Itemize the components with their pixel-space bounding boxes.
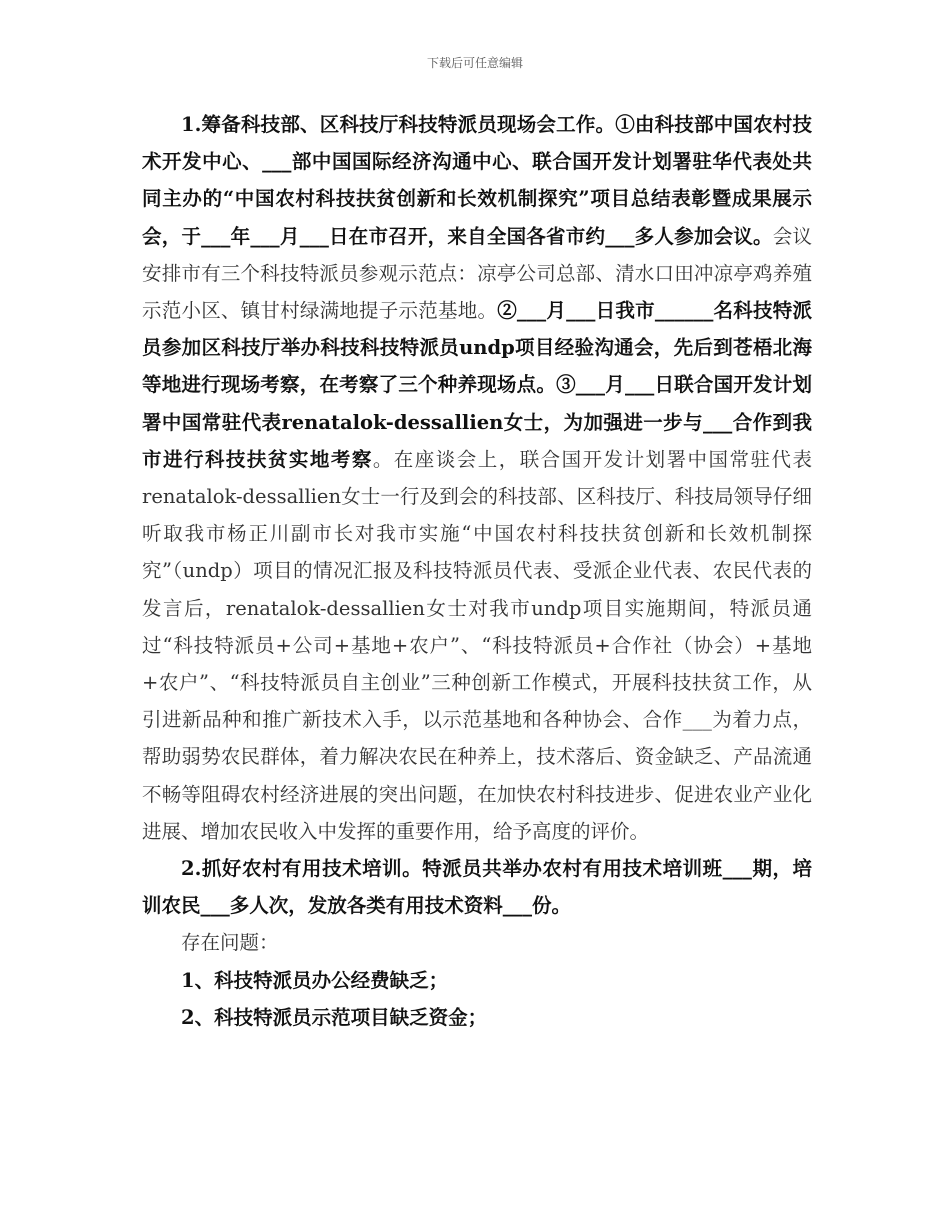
paragraph-5: 2、科技特派员示范项目缺乏资金； xyxy=(181,1005,488,1029)
paragraph-2: 2.抓好农村有用技术培训。特派员共举办农村有用技术培训班___期，培训农民___多人次，发放各类有用技术资料___份。 xyxy=(142,857,812,918)
page-header: 下载后可任意编辑 xyxy=(426,56,523,70)
document-body xyxy=(142,106,812,1036)
paragraph-1-normal-a: 会议安排市有三个科技特派员参观示范点：凉亭公司总部、清水口田冲凉亭鸡养殖示范小区、镇甘村绿满地提子示范基地。 xyxy=(142,224,812,323)
paragraph-1-bold-intro: 1.筹备科技部、区科技厅科技特派员现场会工作。①由科技部中国农村技术开发中心、___部中国国际经济沟通中心、联合国开发计划署驻华代表处共同主办的“中国农村科技扶贫创新和长效机制探究”项目总结表彰暨成果展示会，于___年___月___日在市召开，来自全国各省市约___多人参加会议。 xyxy=(142,113,812,248)
paragraph-1-normal-c: 。在座谈会上，联合国开发计划署中国常驻代表renatalok-dessallien女士一行及到会的科技部、区科技厅、科技局领导仔细听取我市杨正川副市长对我市实施“中国农村科技扶贫创新和长效机制探究”（undp）项目的情况汇报及科技特派员代表、受派企业代表、农民代表的发言后，renatalok-dessallien女士对我市undp项目实施期间，特派员通过“科技特派员+公司+基地+农户”、“科技特派员+合作社（协会）+基地+农户”、“科技特派员自主创业”三种创新工作模式，开展科技扶贫工作，从引进新品种和推广新技术入手，以示范基地和各种协会、合作___为着力点，帮助弱势农民群体，着力解决农民在种养上，技术落后、资金缺乏、产品流通不畅等阻碍农村经济进展的突出问题，在加快农村科技进步、促进农业产业化进展、增加农民收入中发挥的重要作用，给予高度的评价。 xyxy=(142,447,812,843)
paragraph-1-bold-b: ②___月___日我市______名科技特派员参加区科技厅举办科技科技特派员undp项目经验沟通会，先后到苍梧北海等地进行现场考察，在考察了三个种养现场点。③___月___日联合国开发计划署中国常驻代表renatalok-dessallien女士，为加强进一步与___合作到我市进行科技扶贫实地考察 xyxy=(142,299,812,471)
paragraph-1 xyxy=(142,106,812,850)
paragraph-3: 存在问题： xyxy=(181,931,279,955)
paragraph-4: 1、科技特派员办公经费缺乏； xyxy=(181,968,449,992)
